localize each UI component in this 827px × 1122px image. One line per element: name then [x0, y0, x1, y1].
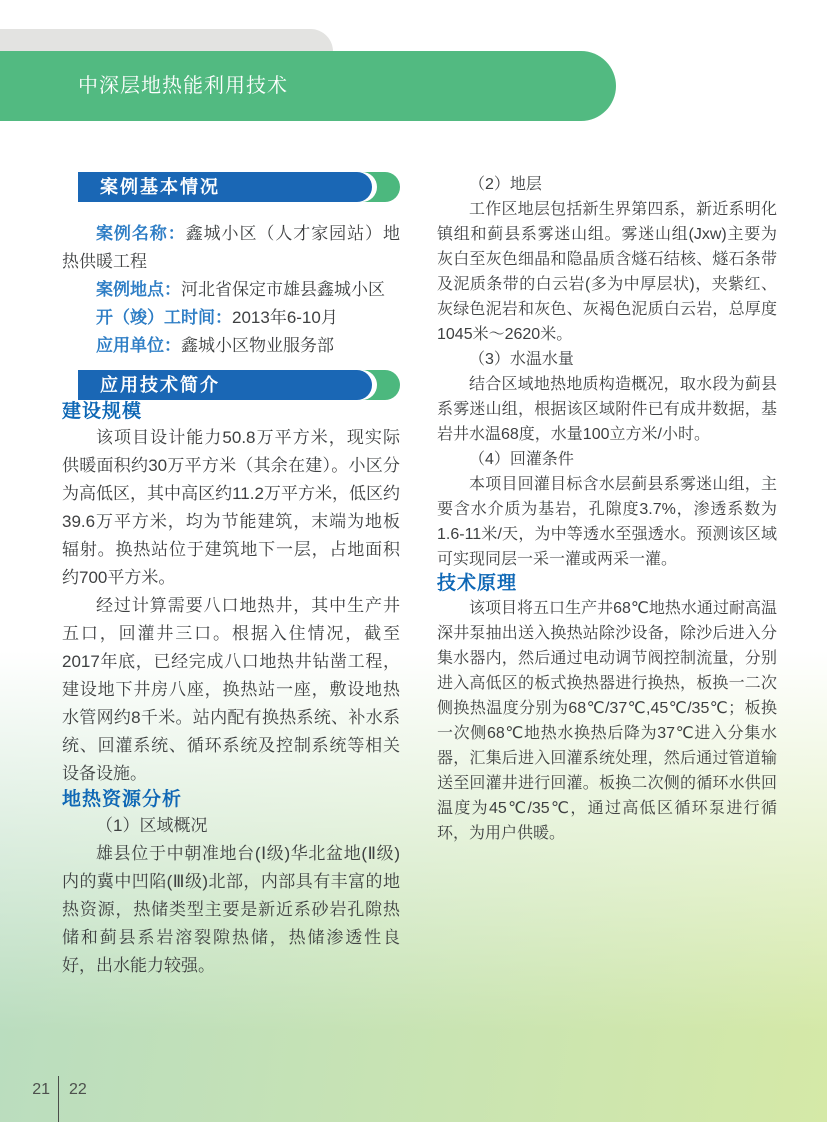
subheading-resource-analysis: 地热资源分析 — [62, 789, 183, 810]
case-location-value: 河北省保定市雄县鑫城小区 — [181, 280, 385, 299]
section-header-label: 应用技术简介 — [78, 370, 372, 400]
case-unit-value: 鑫城小区物业服务部 — [181, 336, 334, 355]
subheading-tech-principle: 技术原理 — [437, 573, 518, 594]
case-name-value: 鑫城小区（人才家园站）地热供暖工程 — [62, 224, 400, 271]
construction-scale-paragraph-1: 该项目设计能力50.8万平方米，现实际供暖面积约30万平方米（其余在建）。小区分为高低区，其中高区约11.2万平方米，低区约39.6万平方米，均为节能建筑，末端为地板辐射。换热站位于建筑地下一层，占地面积约700平方米。 — [62, 428, 400, 587]
tech-principle-paragraph: 该项目将五口生产井68℃地热水通过耐高温深井泵抽出送入换热站除沙设备，除沙后进入分集水器内，然后通过电动调节阀控制流量，分别进入高低区的板式换热器进行换热，板换一二次侧换热温度分别为68℃/37℃,45℃/35℃；板换一次侧68℃地热水换热后降为37℃进入分集水器，汇集后进入回灌系统处理，然后通过管道输送至回灌井进行回灌。板换二次侧的循环水供回温度为45℃/35℃，通过高低区循环泵进行循环，为用户供暖。 — [437, 600, 777, 842]
case-info-item-name — [62, 220, 400, 276]
case-unit-label: 应用单位： — [96, 336, 181, 355]
subsection-title-water: （3）水温水量 — [469, 351, 574, 368]
subsection-title-strata: （2）地层 — [469, 176, 542, 193]
section-header-tech-intro — [78, 370, 400, 400]
footer-divider-line — [58, 1076, 59, 1122]
chapter-title: 中深层地热能利用技术 — [78, 75, 288, 97]
region-overview-paragraph: 雄县位于中朝准地台(Ⅰ级)华北盆地(Ⅱ级)内的冀中凹陷(Ⅲ级)北部，内部具有丰富的地热资源，热储类型主要是新近系砂岩孔隙热储和蓟县系岩溶裂隙热储，热储渗透性良好，出水能力较强。 — [62, 844, 400, 975]
case-info-item-unit — [62, 332, 400, 360]
page-number-right: 22 — [69, 1081, 87, 1098]
case-info-list — [62, 220, 400, 360]
case-info-item-time — [62, 304, 400, 332]
left-column — [62, 172, 400, 980]
case-time-label: 开（竣）工时间： — [96, 308, 232, 327]
chapter-banner — [0, 51, 616, 121]
section-header-case-info — [78, 172, 400, 202]
subsection-title-region: （1）区域概况 — [96, 816, 208, 835]
construction-scale-paragraph-2: 经过计算需要八口地热井，其中生产井五口，回灌井三口。根据入住情况，截至2017年底，已经完成八口地热井钻凿工程，建设地下井房八座，换热站一座，敷设地热水管网约8千米。站内配有换热系统、补水系统、回灌系统、循环系统及控制系统等相关设备设施。 — [62, 596, 400, 783]
reinjection-paragraph: 本项目回灌目标含水层蓟县系雾迷山组，主要含水介质为基岩，孔隙度3.7%，渗透系数为 1.6-11米/天，为中等透水至强透水。预测该区域可实现同层一采一灌或两采一灌。 — [437, 476, 777, 568]
section-header-label: 案例基本情况 — [78, 172, 372, 202]
page-number-left: 21 — [32, 1081, 50, 1098]
water-temp-paragraph: 结合区域地热地质构造概况，取水段为蓟县系雾迷山组，根据该区域附件已有成井数据，基岩井水温68度，水量100立方米/小时。 — [437, 376, 777, 443]
case-name-label: 案例名称： — [96, 224, 186, 243]
case-time-value: 2013年6-10月 — [232, 308, 338, 327]
case-location-label: 案例地点： — [96, 280, 181, 299]
subsection-title-reinjection: （4）回灌条件 — [469, 451, 574, 468]
right-column — [437, 172, 777, 846]
case-info-item-location — [62, 276, 400, 304]
strata-paragraph: 工作区地层包括新生界第四系，新近系明化镇组和蓟县系雾迷山组。雾迷山组(Jxw)主要为灰白至灰色细晶和隐晶质含燧石结核、燧石条带及泥质条带的白云岩(多为中厚层状)，夹紫红、灰绿色泥岩和灰色、灰褐色泥质白云岩，总厚度 1045米～2620米。 — [437, 201, 777, 343]
subheading-construction-scale: 建设规模 — [62, 401, 143, 422]
